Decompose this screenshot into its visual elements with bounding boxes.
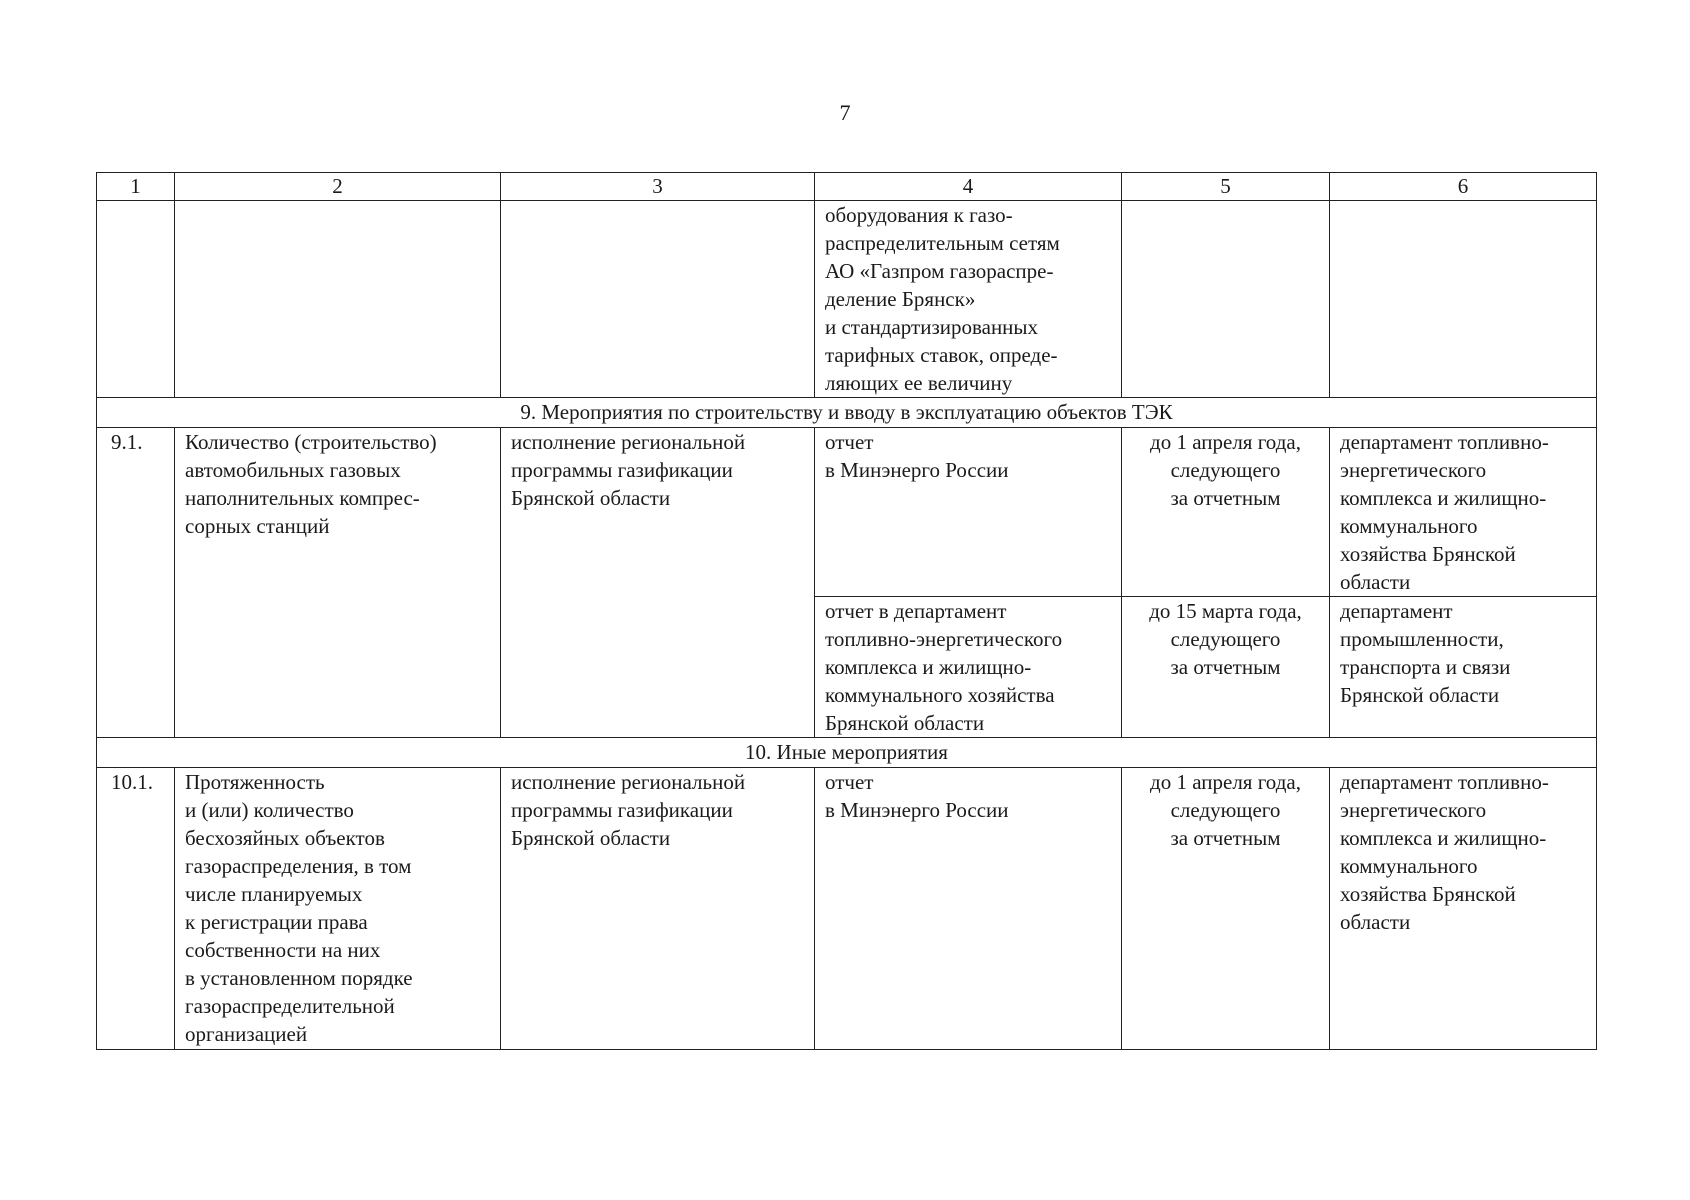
responsible-10-1: департамент топливно- энергетического комплекса и жилищно- коммунального хозяйства Брянской области [1330, 768, 1597, 1050]
deadline-10-1: до 1 апреля года, следующего за отчетным [1122, 768, 1330, 1050]
deadline-9-1-b: до 15 марта года, следующего за отчетным [1122, 597, 1330, 738]
continuation-col4: оборудования к газо- распределительным сетям АО «Газпром газораспре- деление Брянск» и стандартизированных тарифных ставок, опреде- ляющих ее величину [815, 201, 1122, 398]
row-number-10-1: 10.1. [97, 768, 175, 1050]
continuation-col3 [501, 201, 815, 398]
continuation-row [97, 201, 1597, 398]
column-number-1: 1 [97, 173, 175, 201]
section-9-title: 9. Мероприятия по строительству и вводу в эксплуатацию объектов ТЭК [97, 398, 1597, 428]
continuation-col5 [1122, 201, 1330, 398]
continuation-col1 [97, 201, 175, 398]
responsible-9-1-b: департамент промышленности, транспорта и связи Брянской области [1330, 597, 1597, 738]
source-10-1: исполнение региональной программы газификации Брянской области [501, 768, 815, 1050]
column-number-row [97, 173, 1597, 201]
source-9-1: исполнение региональной программы газификации Брянской области [501, 428, 815, 738]
column-number-5: 5 [1122, 173, 1330, 201]
column-number-3: 3 [501, 173, 815, 201]
section-10-header [97, 738, 1597, 768]
continuation-col2 [175, 201, 501, 398]
deadline-9-1-a: до 1 апреля года, следующего за отчетным [1122, 428, 1330, 597]
indicator-10-1: Протяженность и (или) количество бесхозяйных объектов газораспределения, в том числе планируемых к регистрации права собственности на них в установленном порядке газораспределительной организацией [175, 768, 501, 1050]
page-number: 7 [839, 100, 851, 125]
table-row-10-1 [97, 768, 1597, 1050]
report-9-1-b: отчет в департамент топливно-энергетического комплекса и жилищно- коммунального хозяйства Брянской области [815, 597, 1122, 738]
report-10-1: отчет в Минэнерго России [815, 768, 1122, 1050]
responsible-9-1-a: департамент топливно- энергетического комплекса и жилищно- коммунального хозяйства Брянской области [1330, 428, 1597, 597]
measures-table [96, 172, 1597, 1050]
report-9-1-a: отчет в Минэнерго России [815, 428, 1122, 597]
column-number-6: 6 [1330, 173, 1597, 201]
table-row-9-1-a [97, 428, 1597, 597]
column-number-2: 2 [175, 173, 501, 201]
column-number-4: 4 [815, 173, 1122, 201]
section-9-header [97, 398, 1597, 428]
row-number-9-1: 9.1. [97, 428, 175, 738]
section-10-title: 10. Иные мероприятия [97, 738, 1597, 768]
continuation-col6 [1330, 201, 1597, 398]
indicator-9-1: Количество (строительство) автомобильных газовых наполнительных компрес- сорных станций [175, 428, 501, 738]
